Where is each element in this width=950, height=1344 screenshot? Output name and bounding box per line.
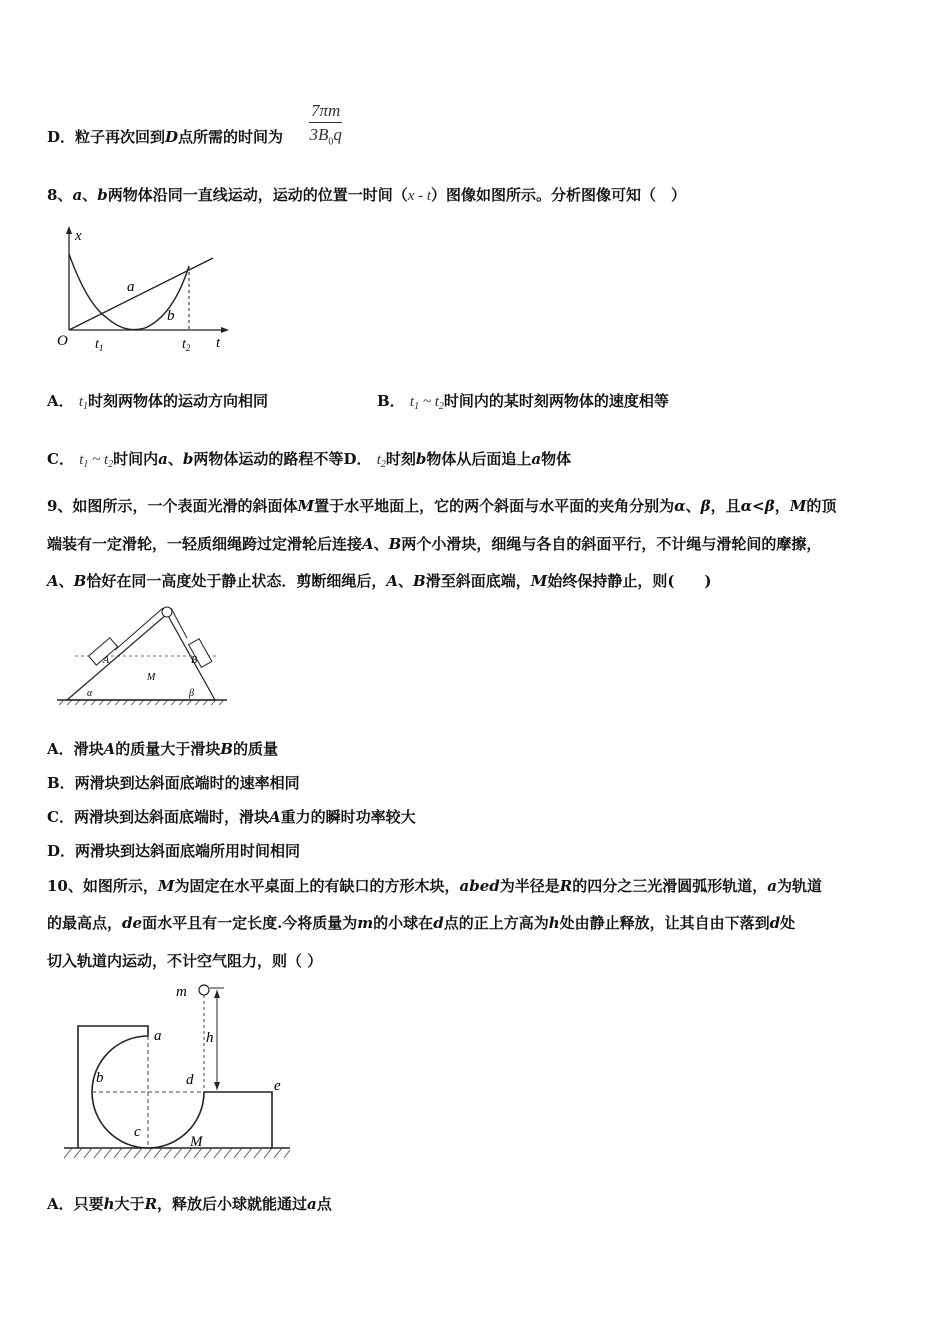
question-10-line-3: 切入轨道内运动，不计空气阻力，则（ ） <box>47 952 323 970</box>
label-b: b <box>167 308 175 324</box>
question-9-line-1: 9、如图所示，一个表面光滑的斜面体M置于水平地面上，它的两个斜面与水平面的夹角分别为α、β，且α<β，M的顶 <box>47 497 837 515</box>
label-m: m <box>176 984 187 1000</box>
label-t: t <box>216 335 221 351</box>
q8-option-a: A． $t_1$时刻两物体的运动方向相同 <box>47 392 269 412</box>
rope-right <box>171 608 187 638</box>
fraction-numerator: 7πm <box>309 101 342 123</box>
ball-m <box>199 985 209 995</box>
block-m-with-track <box>78 1026 272 1148</box>
question-10-line-2: 的最高点，de面水平且有一定长度.今将质量为m的小球在d点的正上方高为h处由静止释放，让其自由下落到d处 <box>47 914 796 932</box>
height-arrow-up <box>214 990 220 998</box>
q9-option-d: D．两滑块到达斜面底端所用时间相同 <box>47 842 301 860</box>
label-d: d <box>186 1072 194 1088</box>
xt-graph <box>55 222 235 357</box>
q9-option-a: A．滑块A的质量大于滑块B的质量 <box>47 740 278 758</box>
pulley <box>162 607 172 617</box>
line-a <box>69 258 213 330</box>
label-t1: $t_1$ <box>95 337 104 353</box>
label-block-m: M <box>190 1134 203 1150</box>
label-block-a: A <box>103 655 110 666</box>
option-d-q7: D．粒子再次回到D点所需的时间为 <box>47 128 284 146</box>
question-9-line-3: A、B恰好在同一高度处于静止状态．剪断细绳后，A、B滑至斜面底端，M始终保持静止，则( ) <box>47 572 712 590</box>
q9-option-c: C．两滑块到达斜面底端时，滑块A重力的瞬时功率较大 <box>47 808 416 826</box>
label-e: e <box>274 1078 281 1094</box>
label-h: h <box>206 1030 214 1046</box>
rope-left <box>115 608 163 650</box>
label-beta: β <box>189 688 194 699</box>
label-a: a <box>154 1028 162 1044</box>
question-8-stem: 8、a、b两物体沿同一直线运动，运动的位置一时间（x - t）图像如图所示。分析图像可知（ ） <box>47 186 687 204</box>
ground-hatching <box>64 1148 290 1158</box>
track-figure <box>60 978 300 1168</box>
x-axis-arrow <box>66 226 72 234</box>
q10-option-a: A．只要h大于R，释放后小球就能通过a点 <box>47 1195 332 1213</box>
question-10-line-1: 10、如图所示，M为固定在水平桌面上的有缺口的方形木块，abed为半径是R的四分之三光滑圆弧形轨道，a为轨道 <box>47 877 822 895</box>
q8-option-c-d: C． $t_1$ ~ $t_2$时间内a、b两物体运动的路程不等D． $t_2$时刻b物体从后面追上a物体 <box>47 450 572 470</box>
t-axis-arrow <box>221 327 229 333</box>
fraction-denominator: $3B_0q$ <box>309 125 342 148</box>
q8-option-b: B． $t_1$ ~ $t_2$时间内的某时刻两物体的速度相等 <box>377 392 669 412</box>
label-a: a <box>127 279 135 295</box>
q9-option-b: B．两滑块到达斜面底端时的速率相同 <box>47 774 300 792</box>
question-9-line-2: 端装有一定滑轮，一轻质细绳跨过定滑轮后连接A、B两个小滑块，细绳与各自的斜面平行，不计绳与滑轮间的摩擦， <box>47 535 822 553</box>
label-c: c <box>134 1124 141 1140</box>
label-wedge-m: M <box>147 672 156 683</box>
ground-hatching <box>59 700 224 705</box>
fraction-time <box>309 101 342 152</box>
label-alpha: α <box>87 688 93 699</box>
incline-figure <box>55 600 235 710</box>
label-block-b: B <box>191 655 198 666</box>
label-x: x <box>75 228 82 244</box>
label-origin: O <box>57 333 68 349</box>
label-b: b <box>96 1070 104 1086</box>
label-t2: $t_2$ <box>182 337 191 353</box>
height-arrow-down <box>214 1082 220 1090</box>
